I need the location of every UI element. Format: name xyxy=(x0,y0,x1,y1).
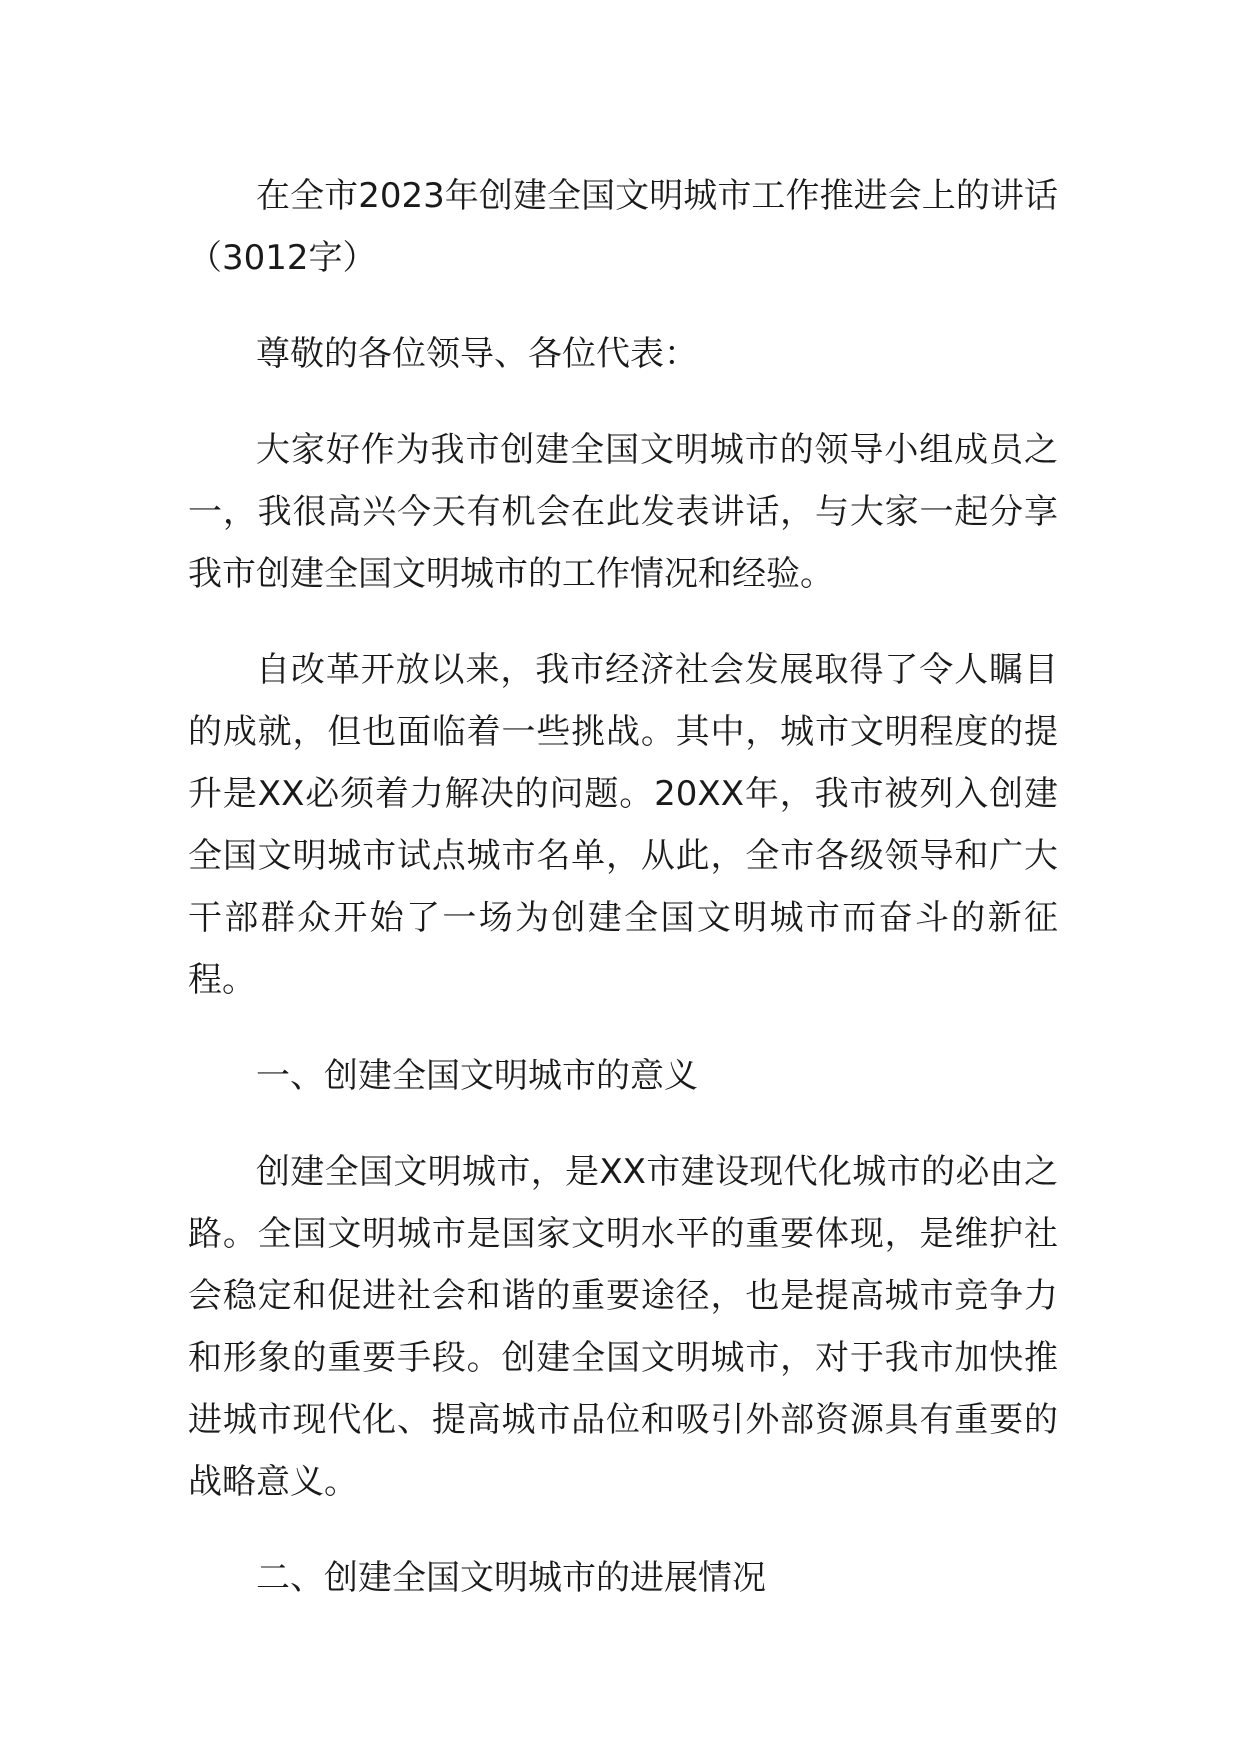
section-heading-1: 一、创建全国文明城市的意义 xyxy=(256,1056,698,1096)
document-body xyxy=(188,165,1058,1643)
paragraph-background: 自改革开放以来，我市经济社会发展取得了令人瞩目的成就，但也面临着一些挑战。其中，城市文明程度的提升是XX必须着力解决的问题。20XX年，我市被列入创建全国文明城市试点城市名单，从此，全市各级领导和广大干部群众开始了一场为创建全国文明城市而奋斗的新征程。 xyxy=(188,650,1058,1000)
salutation: 尊敬的各位领导、各位代表： xyxy=(256,334,698,374)
paragraph-intro: 大家好作为我市创建全国文明城市的领导小组成员之一，我很高兴今天有机会在此发表讲话，与大家一起分享我市创建全国文明城市的工作情况和经验。 xyxy=(188,430,1058,594)
section-heading-2: 二、创建全国文明城市的进展情况 xyxy=(256,1558,766,1598)
document-title: 在全市2023年创建全国文明城市工作推进会上的讲话（3012字） xyxy=(188,176,1058,278)
section-body-1: 创建全国文明城市，是XX市建设现代化城市的必由之路。全国文明城市是国家文明水平的重要体现，是维护社会稳定和促进社会和谐的重要途径，也是提高城市竞争力和形象的重要手段。创建全国文明城市，对于我市加快推进城市现代化、提高城市品位和吸引外部资源具有重要的战略意义。 xyxy=(188,1152,1058,1502)
